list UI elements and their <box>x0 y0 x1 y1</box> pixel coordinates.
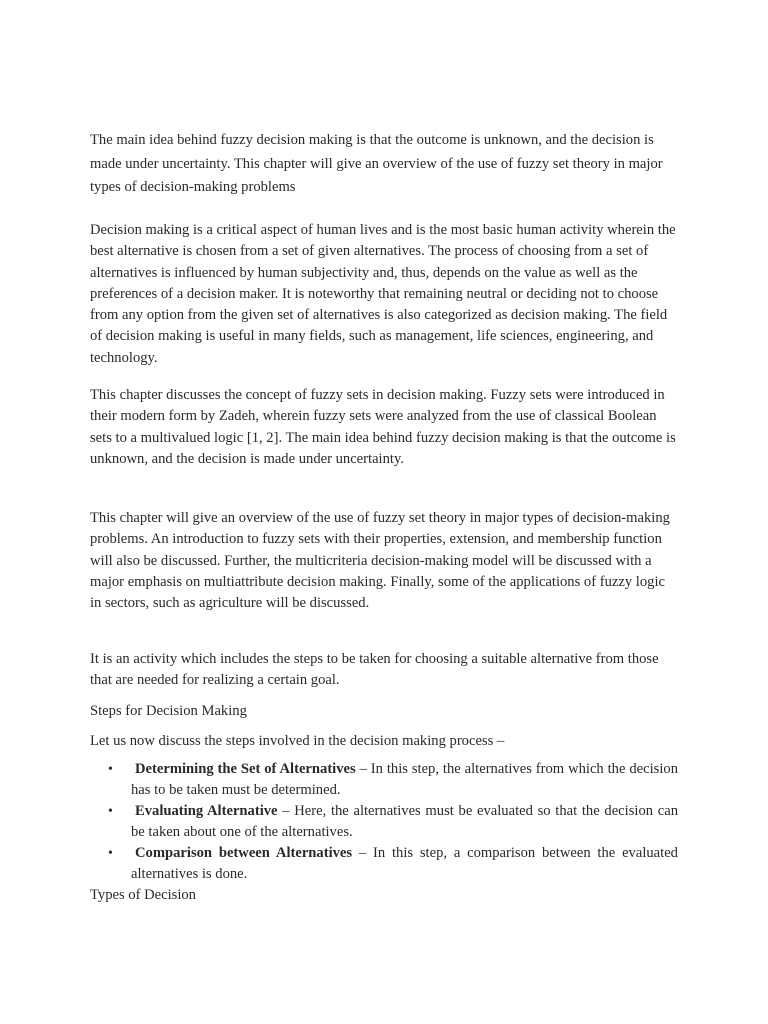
steps-intro: Let us now discuss the steps involved in the decision making process – <box>90 733 505 749</box>
step-term: Determining the Set of Alternatives <box>135 761 356 777</box>
activity-paragraph: It is an activity which includes the steps to be taken for choosing a suitable alternative from those that are needed for realizing a certain goal. <box>90 651 659 689</box>
list-item <box>90 843 678 885</box>
decision-making-paragraph: Decision making is a critical aspect of human lives and is the most basic human activity wherein the best alternative is chosen from a set of given alternatives. The process of choosing from a set of alternatives is influenced by human subjectivity and, thus, depends on the value as well as the preferences of a decision maker. It is noteworthy that remaining neutral or deciding not to choose from any option from the given set of alternatives is also categorized as decision making. The field of decision making is useful in many fields, such as management, life sciences, engineering, and technology. <box>90 222 676 366</box>
step-text: – In this step, the alternatives from which the decision has to be taken must be determined. <box>131 761 678 798</box>
steps-list <box>90 759 678 885</box>
intro-paragraph: The main idea behind fuzzy decision making is that the outcome is unknown, and the decision is made under uncertainty. This chapter will give an overview of the use of fuzzy set theory in major types of decision-making problems <box>90 132 663 195</box>
step-term: Evaluating Alternative <box>135 803 278 819</box>
types-heading: Types of Decision <box>90 887 196 903</box>
steps-heading: Steps for Decision Making <box>90 703 247 719</box>
bullet-icon: • <box>108 804 113 819</box>
step-term: Comparison between Alternatives <box>135 845 353 861</box>
fuzzy-sets-paragraph: This chapter discusses the concept of fuzzy sets in decision making. Fuzzy sets were introduced in their modern form by Zadeh, wherein fuzzy sets were analyzed from the use of classical Boolean sets to a multivalued logic [1, 2]. The main idea behind fuzzy decision making is that the outcome is unknown, and the decision is made under uncertainty. <box>90 387 676 467</box>
bullet-icon: • <box>108 762 113 777</box>
bullet-icon: • <box>108 846 113 861</box>
step-text: – Here, the alternatives must be evaluated so that the decision can be taken about one of the alternatives. <box>131 803 678 840</box>
list-item <box>90 801 678 843</box>
overview-paragraph: This chapter will give an overview of the use of fuzzy set theory in major types of decision-making problems. An introduction to fuzzy sets with their properties, extension, and membership function will also be discussed. Further, the multicriteria decision-making model will be discussed with a major emphasis on multiattribute decision making. Finally, some of the applications of fuzzy logic in sectors, such as agriculture will be discussed. <box>90 510 670 612</box>
list-item <box>90 759 678 801</box>
step-text: – In this step, a comparison between the evaluated alternatives is done. <box>131 845 678 882</box>
